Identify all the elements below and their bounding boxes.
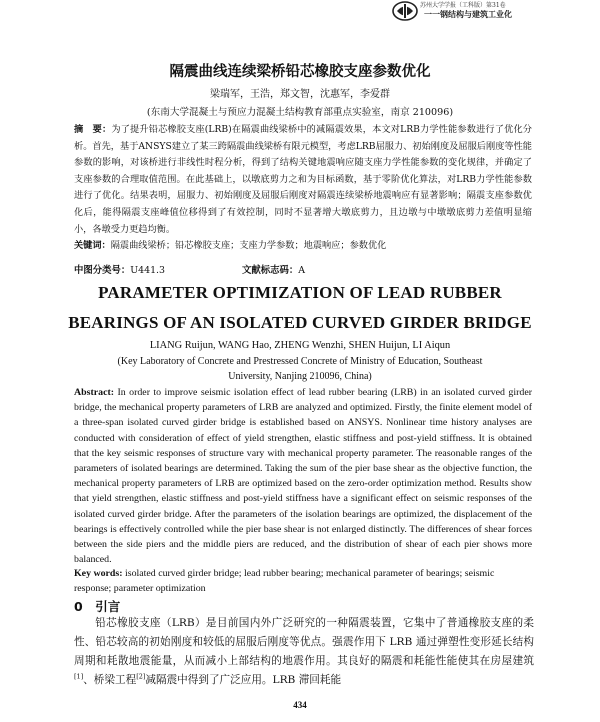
paragraph-text-1: 铅芯橡胶支座（LRB）是目前国内外广泛研究的一种隔震装置，它集中了普通橡胶支座的柔性、铅芯较高的初始刚度和较低的屈服后刚度等优点。强震作用下 LRB 通过弹塑性变形延长结构周期和耗散地震能量，从而减小上部结构的地震作用。其良好的隔震和耗能性能使其在房屋建筑 [74,617,534,667]
paragraph-text-2: 、桥梁工程 [83,674,137,686]
document-code [242,262,305,276]
page-number: 434 [293,700,307,710]
abstract-en-label: Abstract: [74,387,115,398]
keywords-en-label: Key words: [74,568,123,579]
abstract-cn-text: 为了提升铅芯橡胶支座(LRB)在隔震曲线梁桥中的减隔震效果，本文对LRB力学性能参数进行了优化分析。首先，基于ANSYS建立了某三跨隔震曲线梁桥有限元模型，考虑LRB屈服力、初始刚度及屈服后刚度等性能参数的影响，对该桥进行非线性时程分析，得到了结构关键地震响应随支座力学性能参数的变化规律，并确定了支座参数的合理取值范围。在此基础上，以墩底剪力之和为目标函数，基于零阶优化算法，对LRB力学性能参数进行了优化。结果表明，屈服力、初始刚度及屈服后刚度对隔震连续梁桥地震响应有显著影响；隔震支座参数优化后，能得隔震支座峰值位移得到了有效控制，同时不显著增大墩底剪力，且边墩与中墩墩底剪力差值明显缩小，各墩受力更趋均衡。 [74,124,532,235]
affiliation-cn: (东南大学混凝土与预应力混凝土结构教育部重点实验室，南京 210096) [146,107,454,118]
journal-logo-icon [392,0,418,22]
classification-label: 中图分类号： [74,265,131,276]
journal-name-line2: 一一钢结构与建筑工业化 [424,9,512,19]
paper-title-en-line1: PARAMETER OPTIMIZATION OF LEAD RUBBER [98,283,502,302]
classification-value: U441.3 [130,265,166,276]
document-code-value: A [298,265,306,276]
abstract-cn-label: 摘 要： [74,124,112,135]
paper-title-cn: 隔震曲线连续梁桥铅芯橡胶支座参数优化 [169,64,431,80]
paper-title-en-line2: BEARINGS OF AN ISOLATED CURVED GIRDER BRIDGE [68,313,532,332]
abstract-en-text: In order to improve seismic isolation effect of lead rubber bearing (LRB) in an isolated curved girder bridge, the mechanical property parameters of LRB are analyzed and optimized. Firstly, the finite element model of a three-span isolated curved girder bridge is established based on ANSYS. Nonlinear time history analyses are conducted with consideration of effect of yield strengthen, elastic stiffness and post-yield stiffness. It is obtained that the key seismic responses of structure vary with mechanical property parameter. The reasonable ranges of the parameters of isolated bearings are determined. Taking the sum of the pier base shear as the objective function, the mechanical property parameters of LRB are optimized based on the zero-order optimization method. Results show that yield strengthen, elastic stiffness and post-yield stiffness have a significant effect on seismic responses of the isolated curved girder bridge. After the parameters of the isolation bearings are optimized, the displacement of the bearings is effectively controlled while the pier base shear is not enlarged distinctly. The differences of shear forces between the side piers and the middle piers are reduced, and the distribution of shear of each pier shows more balanced. [74,387,532,566]
section-paragraph [74,614,534,690]
paragraph-text-3: 减隔震中得到了广泛应用。LRB 滞回耗能 [145,674,342,686]
keywords-en-text: isolated curved girder bridge; lead rubber bearing; mechanical parameter of bearings; seismic response; parameter optimization [74,568,495,595]
abstract-cn [74,122,532,255]
classification-number [74,262,165,276]
keywords-en [74,566,532,596]
document-code-label: 文献标志码： [242,265,299,276]
section-heading: 0 引言 [74,599,121,614]
affiliation-en: (Key Laboratory of Concrete and Prestressed Concrete of Ministry of Education, Southeast University, Nanjing 210096, China) [117,356,483,382]
authors-cn: 梁瑞军，王浩，郑文智，沈惠军，李爱群 [210,89,390,100]
keywords-cn-text: 隔震曲线梁桥；铅芯橡胶支座；支座力学参数；地震响应；参数优化 [110,240,387,252]
abstract-en [74,385,532,567]
citation-ref-2[interactable]: [2] [136,672,146,681]
journal-name-line1: 苏州大学学报（工科版）第31卷 [420,2,506,9]
citation-ref-1[interactable]: [1] [74,672,84,681]
keywords-cn-label: 关键词： [74,240,111,252]
authors-en: LIANG Ruijun, WANG Hao, ZHENG Wenzhi, SHEN Huijun, LI Aiqun [149,340,451,351]
